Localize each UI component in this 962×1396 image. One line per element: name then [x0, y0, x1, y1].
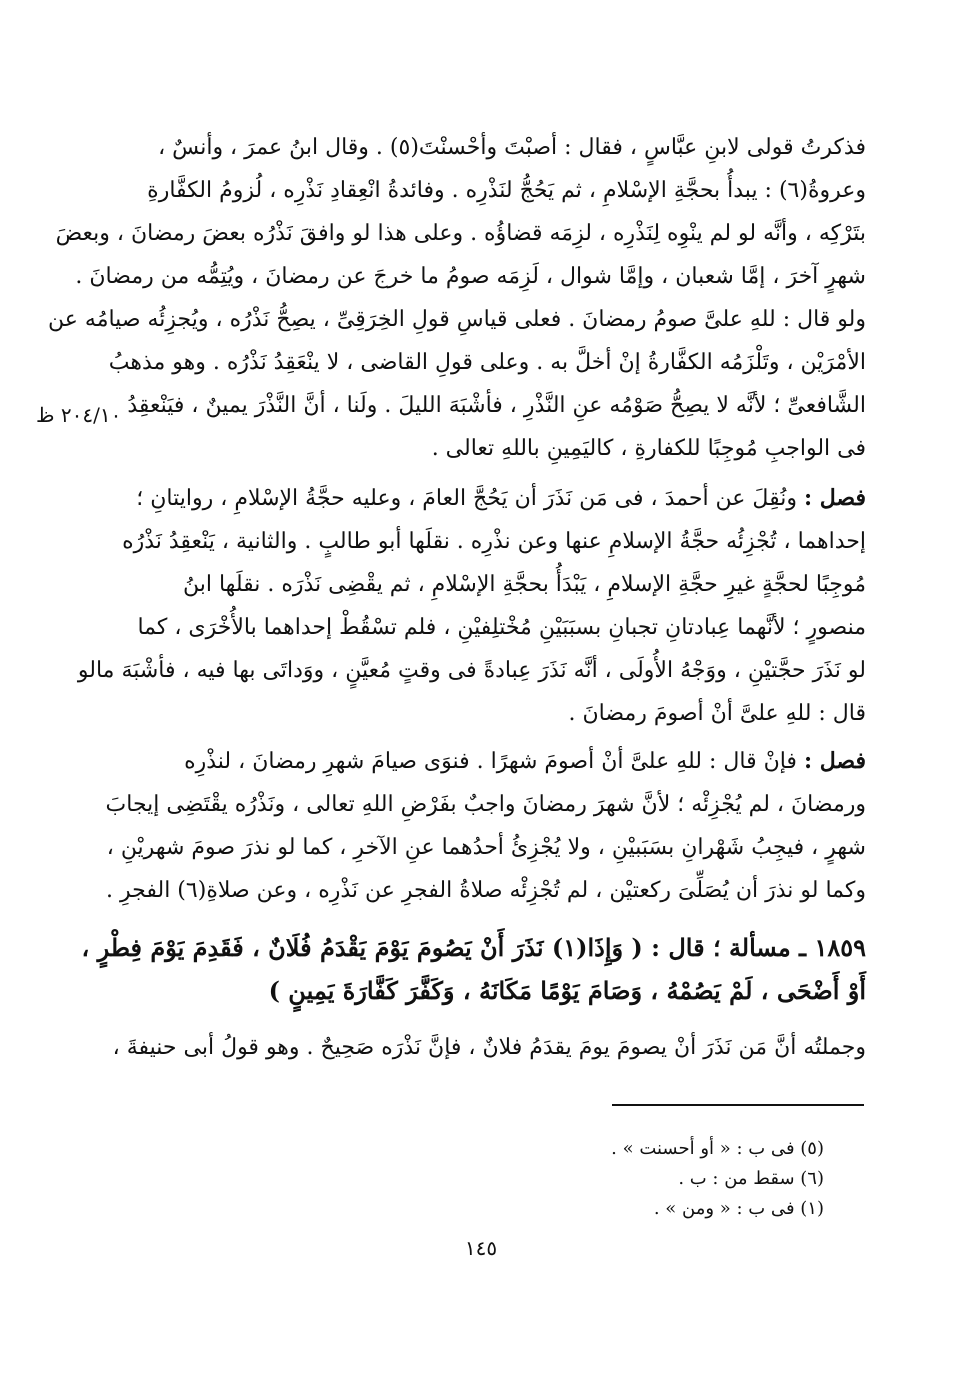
text-line: لو نَذَرَ حجَّتيْنِ ، ووَجْهُ الأُولَى ، أنَّه نَذَرَ عِبادةً فى وقتٍ مُعيَّنٍ ، ووَداتَى بها فيه ، فأشْبَهَ مالو [77, 658, 866, 683]
main-text-final [112, 1026, 866, 1069]
page-number: ١٤٥ [464, 1236, 498, 1260]
text-line: الشَّافعىِّ ؛ لأنَّه لا يصِحُّ صَوْمُه عنِ النَّذْرِ ، فأشْبَهَ الليلَ . ولَنا ، أنَّ النَّذْرَ يمينٌ ، فيَنْعقِدُ [127, 393, 866, 418]
text-line: وكما لو نذرَ أن يُصَلِّىَ ركعتيْن ، لم تُجْزِئْه صلاةُ الفجرِ عن نَذْرِه ، وعن صلاةِ(٦) الفجرِ . [106, 878, 866, 903]
masala-line: أَوْ أَضْحَى ، لَمْ يَصُمْهُ ، وَصَامَ يَوْمًا مَكَانَهُ ، وَكَفَّرَ كَفَّارَةَ يَمِينٍ ) [268, 976, 866, 1005]
text-line: شهرٍ آخرَ ، إمَّا شعبان ، وإمَّا شوال ، لَزِمَه صومُ ما خرجَ عن رمضانَ ، ويُتِمُّه من رمضانَ . [75, 264, 866, 289]
text-line: الأمْرَيْن ، وتَلْزَمُه الكفَّارةُ إنْ أخلَّ به . وعلى قولِ القاضى ، لا ينْعَقِدُ نَذْرُه . وهو مذهبُ [108, 350, 866, 375]
section-heading: فصل : [803, 485, 866, 511]
footnotes [304, 1134, 824, 1224]
text-line: فى الواجبِ مُوجِبًا للكفارةِ ، كاليَمِينِ باللهِ تعالى . [431, 436, 866, 461]
section-heading: فصل : [803, 748, 866, 774]
footnote: (٦) سقط من : ب . [678, 1168, 824, 1189]
text-line: وعروةُ(٦) : يبدأُ بحجَّةِ الإسْلامِ ، ثم يَحُجُّ لنَذْرِه . وفائدةُ انْعِقادِ نَذْرِه ، لُزومُ الكفَّارةِ [147, 178, 866, 203]
masala-line: ١٨٥٩ ـ مسألة ؛ قال : ( وَإِذَا(١) نَذَرَ أَنْ يَصُومَ يَوْمَ يَقْدَمُ فُلَانٌ ، فَقَدِمَ يَوْمَ فِطْرٍ ، [81, 933, 866, 962]
footnote: (٥) فى ب : « أو أحسنت » . [611, 1138, 824, 1159]
text-line: فصل : فإنْ قال : للهِ علىَّ أنْ أصومَ شهرًا . فنوَى صيامَ شهرِ رمضانَ ، لنذْرِه [184, 748, 866, 774]
text-line: بتَرْكِه ، وأنَّه لو لم ينْوِه لِنَذْرِه ، لزِمَه قضاؤُه . وعلى هذا لو وافقَ نَذْرُه بعضَ رمضانَ ، وبعضَ [55, 221, 866, 246]
text-line: ولو قال : للهِ علىَّ صومُ رمضانَ . فعلى قياسِ قولِ الخِرَقِىِّ ، يصِحُّ نَذْرُه ، ويُجزِئُه صيامُه عن [48, 307, 866, 332]
text-line: ورمضانَ ، لم يُجْزِئْه ؛ لأنَّ شهرَ رمضانَ واجبٌ بفَرْضِ اللهِ تعالى ، ونَذْرُه يقْتَضِى إيجابَ [105, 792, 866, 817]
footnote-separator [612, 1104, 864, 1106]
text-line: قال : للهِ علىَّ أنْ أصومَ رمضانَ . [568, 701, 866, 726]
masala-number: ١٨٥٩ ـ مسألة ؛ [712, 933, 866, 962]
text-line: منصورٍ ؛ لأنَّهما عِبادتانِ تجبانِ بسبَبَيْنِ مُخْتلِفيْنِ ، فلم تسْقُطْ إحداهما بالأُخْرَى ، كما [137, 615, 866, 640]
text-line: فصل : ونُقِلَ عن أحمدَ ، فى مَن نَذَرَ أن يَحُجَّ العامَ ، وعليه حجَّةُ الإسْلامِ ، روايتانِ ؛ [136, 485, 866, 511]
footnote: (١) فى ب : « ومن » . [653, 1198, 824, 1219]
main-text-section-3 [105, 740, 866, 912]
text-line: مُوجِبًا لحجَّةٍ غيرِ حجَّةِ الإسلامِ ، يَبْدَأُ بحجَّةِ الإسْلامِ ، ثم يقْضِى نَذْرَه . نقلَها ابنُ [183, 572, 866, 597]
text-line: إحداهما ، تُجْزِئُه حجَّةُ الإسلامِ عنها وعن نذْرِه . نقلَها أبو طالبٍ . والثانية ، يَنْعقِدُ نَذْرُه [122, 529, 866, 554]
masala-block [81, 926, 866, 1012]
text-line: فذكرتُ قولى لابنِ عبَّاسٍ ، فقال : أصبْتَ وأحْسنْتَ(٥) . وقال ابنُ عمرَ ، وأنسٌ ، [158, 135, 866, 160]
margin-reference: ٢٠٤/١٠ ظ [36, 403, 122, 427]
text-line: وجملتُه أنَّ مَن نَذَرَ أنْ يصومَ يومَ يقدَمُ فلانٌ ، فإنَّ نَذْرَه صَحِيحٌ . وهو قولُ أبى حنيفةَ ، [112, 1035, 866, 1060]
main-text-section-2 [77, 477, 866, 735]
text-line: شهرٍ ، فيجِبُ شَهْرانِ بسَبَبيْنِ ، ولا يُجْزِئُ أحدُهما عنِ الآخرِ ، كما لو نذرَ صومَ شهريْنِ ، [106, 835, 866, 860]
